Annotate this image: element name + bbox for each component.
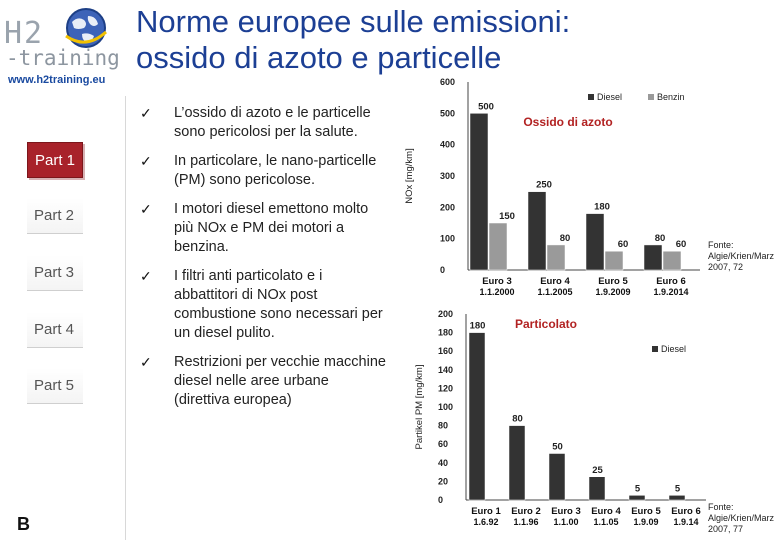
legend-swatch — [588, 94, 594, 100]
data-label: 180 — [469, 320, 486, 332]
y-tick-label: 180 — [438, 327, 454, 338]
bar-diesel — [549, 454, 565, 501]
bar-benzin — [489, 223, 507, 270]
y-tick-label: 40 — [438, 457, 449, 468]
bar-benzin — [605, 251, 623, 270]
bullet-text: I motori diesel emettono molto più NOx e PM dei motori a benzina. — [174, 201, 369, 255]
data-label: 80 — [512, 413, 523, 425]
pm-source-line: Algie/Krien/Marz — [708, 513, 775, 523]
bar-diesel — [629, 495, 645, 500]
bar-diesel — [644, 245, 662, 270]
data-label: 60 — [617, 239, 629, 251]
nox-source-line: 2007, 72 — [708, 262, 744, 272]
bullet-text: In particolare, le nano-particelle (PM) sono pericolose. — [174, 153, 377, 188]
particulate-chart-svg — [398, 304, 710, 538]
x-tick-label: Euro 6 — [671, 506, 701, 517]
bullet-item — [138, 104, 386, 142]
x-tick-label: 1.1.96 — [513, 517, 539, 527]
part-3-button[interactable] — [27, 255, 83, 291]
nox-chart-svg — [398, 74, 708, 308]
bullet-item — [138, 200, 386, 257]
logo-training-text: -training — [6, 46, 120, 70]
slide-title-line1: Norme europee sulle emissioni: — [136, 4, 571, 39]
part-5-button[interactable] — [27, 368, 83, 404]
checkmark-icon: ✓ — [140, 105, 152, 121]
x-tick-label: 1.9.14 — [673, 517, 699, 527]
x-tick-label: Euro 2 — [511, 506, 541, 517]
bar-diesel — [509, 426, 525, 500]
part-5-label: Part 5 — [34, 377, 75, 394]
h2-training-logo[interactable] — [2, 2, 124, 92]
legend-label: Benzin — [657, 92, 685, 102]
y-tick-label: 160 — [438, 346, 454, 357]
y-tick-label: 200 — [438, 309, 454, 319]
legend-swatch — [648, 94, 654, 100]
x-tick-label: 1.1.00 — [553, 517, 579, 527]
data-label: 60 — [675, 239, 687, 251]
logo-h2-text: H2 — [4, 16, 45, 51]
x-tick-label: Euro 6 — [656, 276, 686, 287]
y-tick-label: 20 — [438, 476, 449, 487]
x-tick-label: Euro 5 — [598, 276, 628, 287]
pm-source-line: 2007, 77 — [708, 524, 744, 534]
pm-source-note — [708, 502, 774, 535]
nox-source-line: Algie/Krien/Marz — [708, 251, 775, 261]
data-label: 500 — [478, 101, 494, 113]
data-label: 250 — [536, 179, 552, 191]
bullet-text: I filtri anti particolato e i abbattitori di NOx post combustione sono necessari per un diesel pulito. — [174, 268, 383, 341]
part-4-label: Part 4 — [34, 321, 75, 338]
x-tick-label: Euro 4 — [591, 506, 621, 517]
data-label: 25 — [592, 464, 603, 476]
part-1-label: Part 1 — [35, 151, 76, 169]
bar-diesel — [469, 333, 485, 500]
globe-icon — [64, 6, 108, 50]
x-tick-label: 1.9.2014 — [653, 287, 689, 297]
x-tick-label: 1.6.92 — [473, 517, 499, 527]
x-tick-label: 1.9.2009 — [595, 287, 631, 297]
bullet-text: L’ossido di azoto e le particelle sono pericolosi per la salute. — [174, 105, 371, 140]
section-badge: B — [17, 514, 30, 534]
bar-diesel — [589, 477, 605, 500]
data-label: 50 — [552, 441, 563, 453]
particulate-chart — [398, 304, 710, 538]
x-tick-label: Euro 5 — [631, 506, 661, 517]
chart-title: Particolato — [514, 317, 578, 331]
data-label: 80 — [559, 232, 571, 244]
legend-label: Diesel — [597, 92, 623, 102]
part-2-button[interactable] — [27, 198, 83, 234]
nox-source-line: Fonte: — [708, 240, 734, 250]
bar-benzin — [547, 245, 565, 270]
checkmark-icon: ✓ — [140, 354, 152, 370]
x-tick-label: Euro 4 — [540, 276, 570, 287]
legend-label: Diesel — [661, 344, 687, 354]
y-tick-label: 400 — [440, 139, 456, 150]
x-tick-label: 1.1.2000 — [479, 287, 515, 297]
bar-diesel — [470, 113, 488, 270]
y-tick-label: 600 — [440, 77, 456, 87]
y-tick-label: 500 — [440, 108, 456, 119]
y-tick-label: 80 — [438, 420, 449, 431]
x-tick-label: 1.9.09 — [633, 517, 659, 527]
x-tick-label: 1.1.05 — [593, 517, 619, 527]
x-tick-label: Euro 1 — [471, 506, 501, 517]
bullet-text: Restrizioni per vecchie macchine diesel nelle aree urbane (direttiva europea) — [174, 354, 386, 408]
y-tick-label: 300 — [440, 171, 456, 181]
y-tick-label: 0 — [440, 265, 446, 275]
y-tick-label: 0 — [438, 495, 444, 505]
data-label: 80 — [654, 232, 666, 244]
y-axis-label: NOx [mg/km] — [404, 148, 415, 204]
bullet-item — [138, 152, 386, 190]
y-tick-label: 140 — [438, 364, 454, 375]
bullet-item — [138, 267, 386, 343]
y-axis-label: Partikel PM [mg/km] — [414, 364, 425, 450]
part-4-button[interactable] — [27, 312, 83, 348]
bullet-list — [138, 104, 386, 410]
y-tick-label: 200 — [440, 202, 456, 213]
y-tick-label: 120 — [438, 383, 454, 394]
data-label: 5 — [674, 483, 681, 495]
checkmark-icon: ✓ — [140, 268, 152, 284]
slide-title — [136, 4, 656, 76]
bar-benzin — [663, 251, 681, 270]
y-tick-label: 100 — [440, 233, 456, 244]
data-label: 150 — [499, 211, 515, 222]
nox-source-note — [708, 240, 774, 273]
website-url[interactable]: www.h2training.eu — [8, 74, 106, 86]
chart-title: Ossido di azoto — [523, 115, 613, 129]
pm-source-line: Fonte: — [708, 502, 734, 512]
part-2-label: Part 2 — [34, 207, 75, 224]
bullet-item — [138, 353, 386, 410]
y-tick-label: 60 — [438, 439, 449, 450]
checkmark-icon: ✓ — [140, 153, 152, 169]
x-tick-label: 1.1.2005 — [537, 287, 573, 297]
legend-swatch — [652, 346, 658, 352]
data-label: 180 — [594, 201, 610, 213]
data-label: 5 — [634, 483, 641, 495]
bar-diesel — [669, 495, 685, 500]
bar-diesel — [528, 192, 546, 270]
slide-title-line2: ossido di azoto e particelle — [136, 40, 502, 75]
x-tick-label: Euro 3 — [551, 506, 581, 517]
part-1-button[interactable] — [27, 142, 83, 178]
nox-chart — [398, 74, 708, 308]
bar-diesel — [586, 214, 604, 270]
y-tick-label: 100 — [438, 402, 454, 412]
part-3-label: Part 3 — [34, 264, 75, 281]
checkmark-icon: ✓ — [140, 201, 152, 217]
x-tick-label: Euro 3 — [482, 276, 512, 287]
